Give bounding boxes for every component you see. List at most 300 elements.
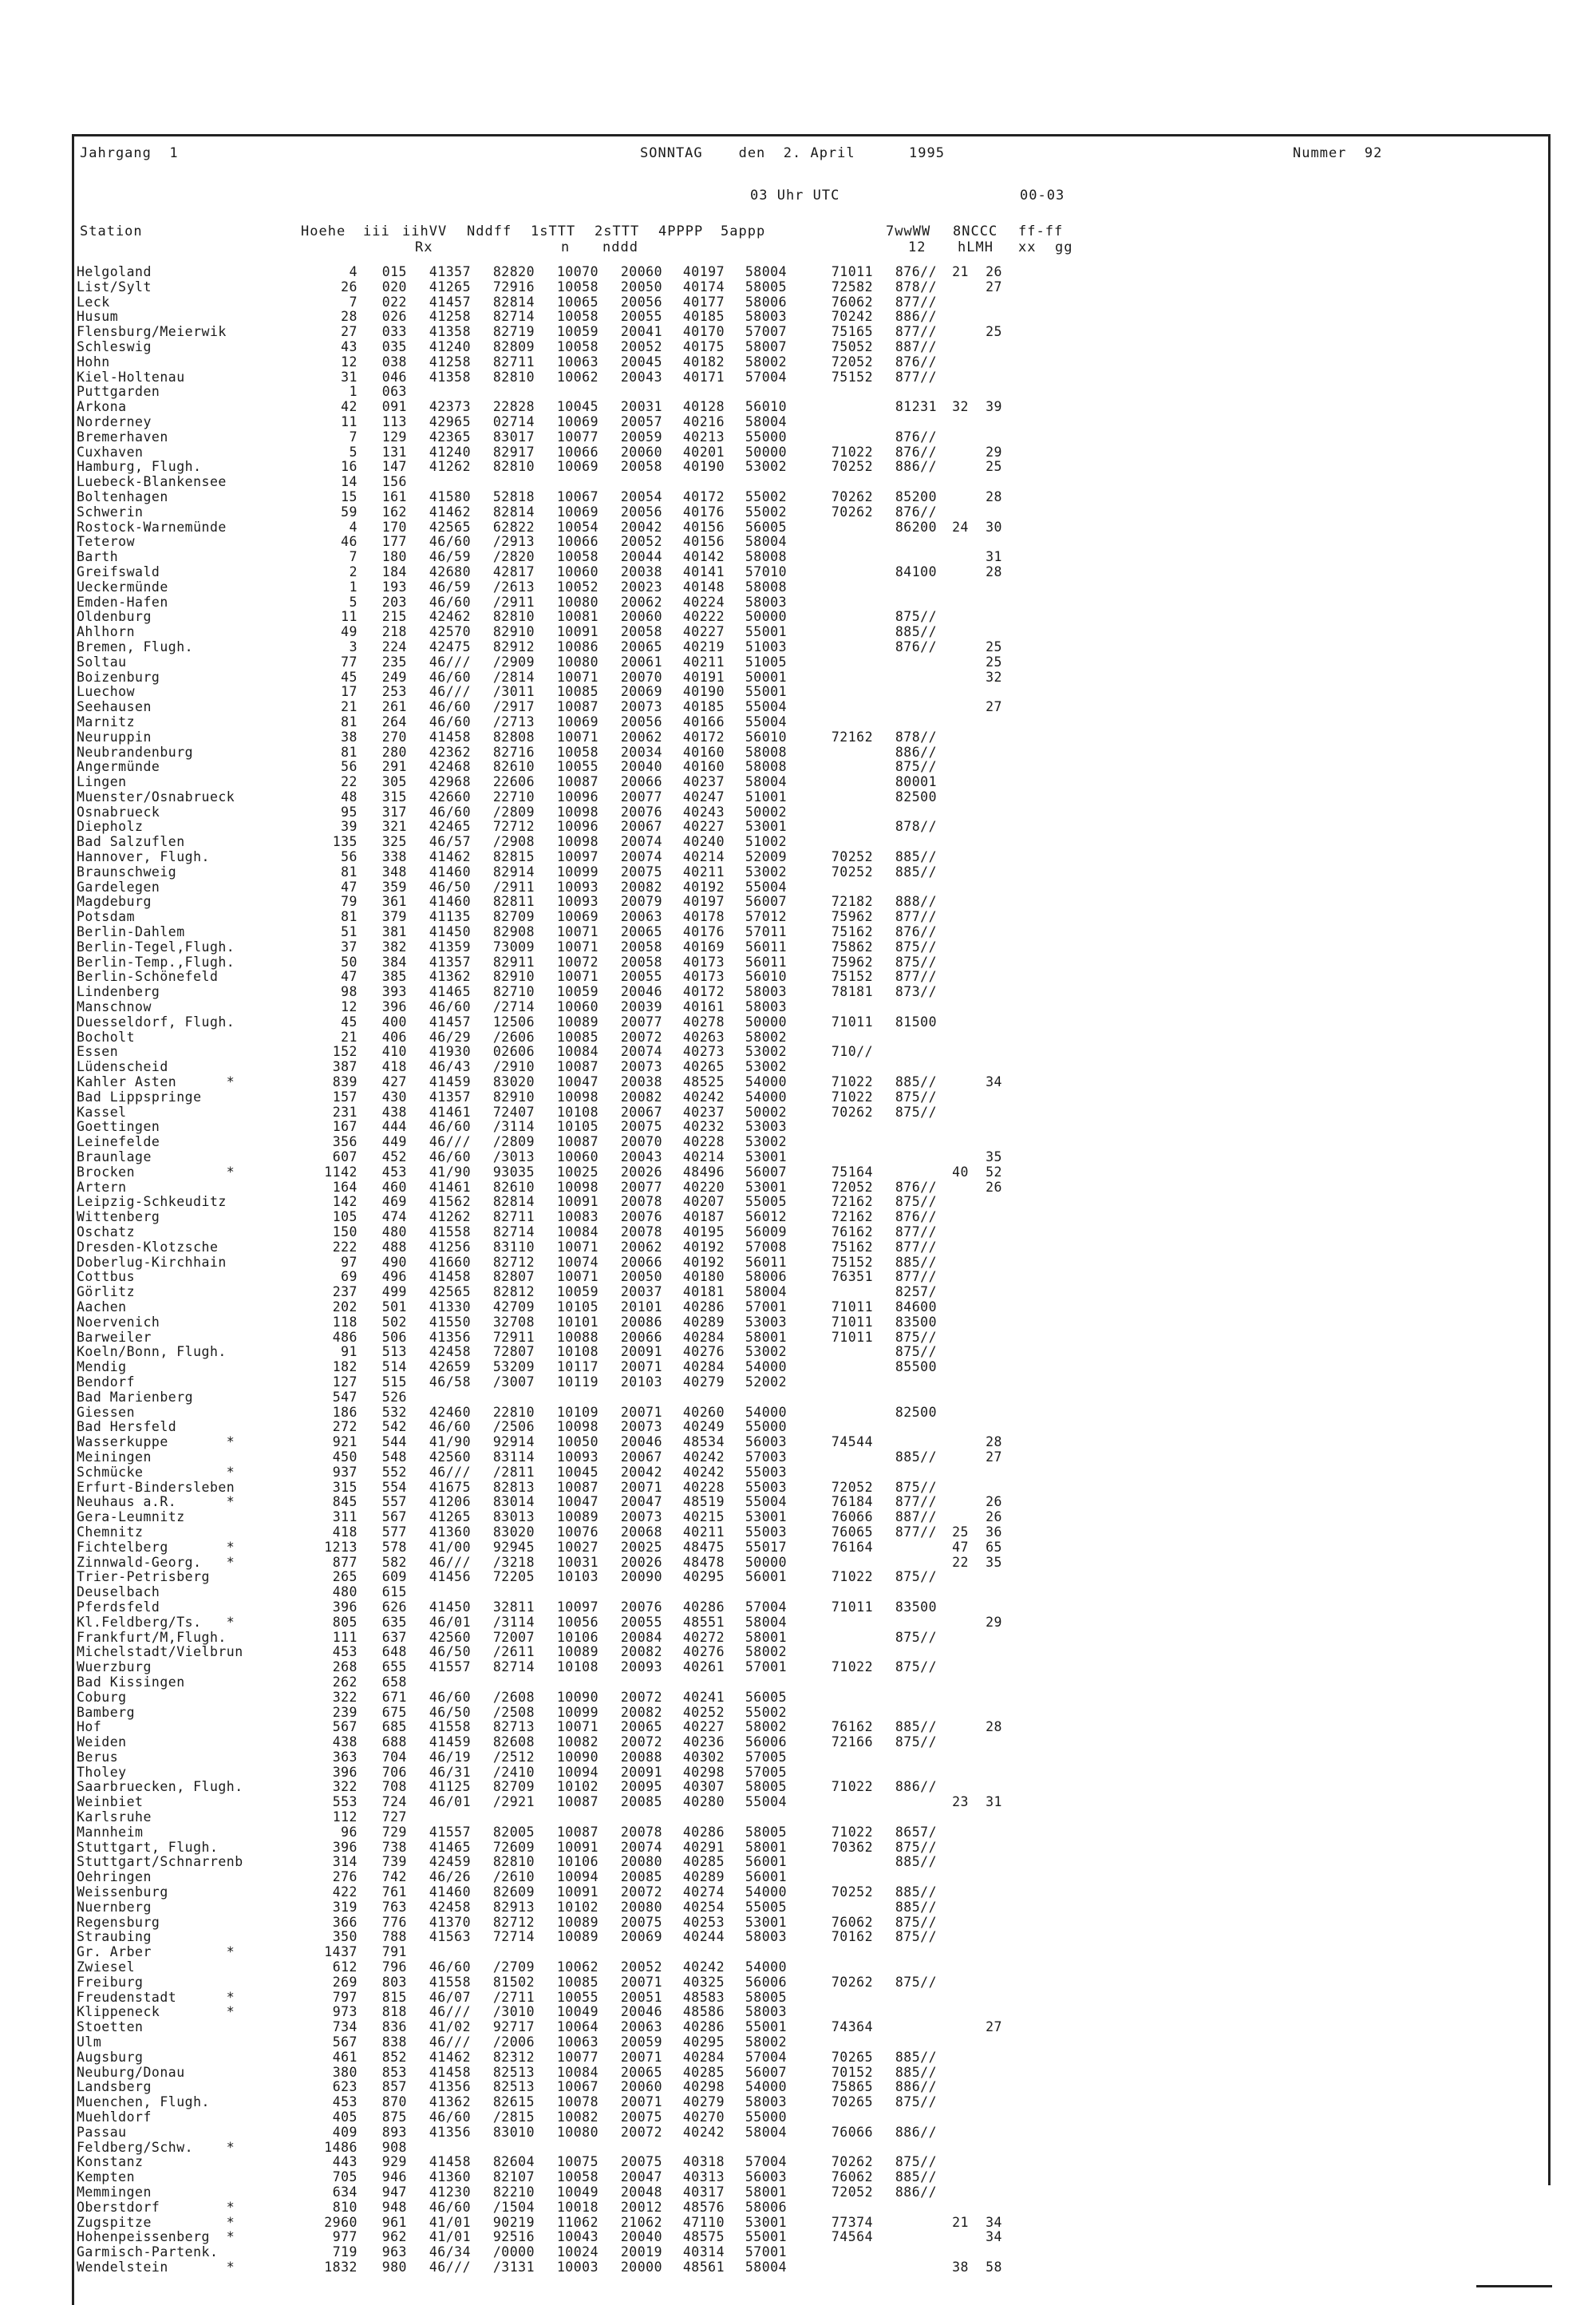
- station-name: Hohn: [77, 354, 110, 370]
- gust-xx-value: [937, 1270, 969, 1285]
- tendency-value: 57001: [745, 1299, 787, 1315]
- iihvv-value: 41357: [429, 1089, 471, 1105]
- pressure-value: 40237: [682, 774, 725, 790]
- cloud-value: 885//: [895, 2049, 937, 2065]
- tendency-value: 51002: [745, 834, 787, 850]
- nddff-value: 82716: [492, 744, 535, 760]
- gust-xx-value: 32: [952, 399, 969, 415]
- gust-gg-value: [969, 2050, 1002, 2066]
- gust-gg-value: [969, 1345, 1002, 1360]
- station-height: 973: [332, 2004, 358, 2020]
- pressure-value: 40242: [682, 1464, 725, 1480]
- tmax-value: 10087: [556, 774, 598, 790]
- tmax-value: 10060: [556, 999, 598, 1015]
- iihvv-value: 41/01: [429, 2229, 471, 2245]
- weather-value: 76162: [831, 1719, 873, 1735]
- cloud-value: 885//: [895, 849, 937, 865]
- gust-gg-value: 25: [986, 324, 1002, 340]
- nddff-value: 73009: [492, 939, 535, 955]
- iihvv-value: 42362: [429, 744, 471, 760]
- weather-value: [787, 1945, 873, 1960]
- gust-xx-value: [937, 1015, 969, 1030]
- table-row: [77, 1165, 1002, 1180]
- dewpoint-value: 20086: [620, 1314, 662, 1330]
- tmax-value: 10069: [556, 909, 598, 925]
- iihvv-value: 46/60: [429, 999, 471, 1015]
- tendency-value: 58005: [745, 279, 787, 295]
- pressure-value: 40172: [682, 488, 725, 504]
- weather-value: [787, 1900, 873, 1916]
- weather-value: [787, 625, 873, 640]
- tmax-value: 10052: [556, 579, 598, 595]
- station-height: 486: [332, 1329, 358, 1345]
- gust-gg-value: [969, 2170, 1002, 2185]
- table-row: [77, 1840, 1002, 1856]
- weather-value: [787, 1631, 873, 1646]
- station-name: Cuxhaven: [77, 444, 144, 460]
- gust-gg-value: [969, 865, 1002, 880]
- weather-value: 71022: [831, 1074, 873, 1090]
- station-id: 348: [381, 864, 407, 880]
- pressure-value: [662, 1390, 725, 1406]
- gust-gg-value: [969, 1030, 1002, 1046]
- dewpoint-value: 20082: [620, 1644, 662, 1660]
- dewpoint-value: 20062: [620, 594, 662, 610]
- cloud-value: 875//: [895, 1839, 937, 1855]
- pressure-value: 40242: [682, 1089, 725, 1105]
- tendency-value: [725, 1675, 787, 1690]
- gust-gg-value: [969, 2005, 1002, 2020]
- table-row: [77, 1870, 1002, 1885]
- table-row: [77, 475, 1002, 490]
- nddff-value: 82820: [492, 264, 535, 279]
- station-height: 567: [332, 1719, 358, 1735]
- gust-gg-value: 26: [986, 264, 1002, 279]
- dewpoint-value: 20078: [620, 1224, 662, 1239]
- station-id: 929: [381, 2154, 407, 2170]
- cloud-value: 886//: [895, 2079, 937, 2095]
- dewpoint-value: 20057: [620, 413, 662, 429]
- gust-xx-value: [937, 1510, 969, 1525]
- dewpoint-value: 20075: [620, 1914, 662, 1930]
- station-name: Zinnwald-Georg. *: [77, 1554, 235, 1570]
- iihvv-value: 42659: [429, 1359, 471, 1375]
- gust-gg-value: 35: [986, 1554, 1002, 1570]
- gust-xx-value: [937, 1240, 969, 1255]
- table-row: [77, 1420, 1002, 1435]
- tendency-value: 53003: [745, 1119, 787, 1135]
- tendency-value: 53003: [745, 1314, 787, 1330]
- iihvv-value: 46///: [429, 2259, 471, 2275]
- tendency-value: 55003: [745, 1464, 787, 1480]
- pressure-value: 48561: [682, 2259, 725, 2275]
- gust-xx-value: [937, 1180, 969, 1196]
- station-name: Landsberg: [77, 2079, 152, 2095]
- pressure-value: 40302: [682, 1749, 725, 1765]
- station-id: 393: [381, 984, 407, 1000]
- iihvv-value: 46/60: [429, 1689, 471, 1705]
- dewpoint-value: 20037: [620, 1284, 662, 1300]
- station-height: 719: [332, 2244, 358, 2260]
- station-id: 776: [381, 1914, 407, 1930]
- gust-gg-value: [969, 340, 1002, 355]
- weather-value: [787, 775, 873, 790]
- tendency-value: 56007: [745, 1164, 787, 1180]
- station-name: Neuruppin: [77, 729, 152, 745]
- tendency-value: 58002: [745, 1644, 787, 1660]
- dewpoint-value: [598, 1390, 662, 1406]
- tmax-value: 10080: [556, 2124, 598, 2140]
- gust-xx-value: 38: [952, 2259, 969, 2275]
- weather-value: 71011: [831, 1329, 873, 1345]
- tmax-value: 10082: [556, 2109, 598, 2125]
- gust-gg-value: [969, 625, 1002, 640]
- weather-value: 76162: [831, 1224, 873, 1239]
- iihvv-value: 41457: [429, 1014, 471, 1030]
- iihvv-value: 41462: [429, 2049, 471, 2065]
- cloud-value: 885//: [895, 2169, 937, 2185]
- dewpoint-value: 20071: [620, 1359, 662, 1375]
- gust-gg-value: 32: [986, 669, 1002, 685]
- weather-value: [787, 685, 873, 700]
- nddff-value: 42709: [492, 1299, 535, 1315]
- dewpoint-value: 20069: [620, 1929, 662, 1945]
- pressure-value: 40172: [682, 984, 725, 1000]
- station-height: 480: [332, 1584, 358, 1600]
- station-id: 908: [381, 2139, 407, 2155]
- table-row: [77, 520, 1002, 536]
- pressure-value: 40314: [682, 2244, 725, 2260]
- pressure-value: 40249: [682, 1419, 725, 1435]
- station-height: 231: [332, 1104, 358, 1120]
- weather-value: 70252: [831, 1884, 873, 1900]
- col-nddff: Nddff: [467, 223, 512, 239]
- table-row: [77, 355, 1002, 370]
- station-id: 410: [381, 1044, 407, 1060]
- cloud-value: [873, 1870, 937, 1885]
- station-height: 26: [341, 279, 358, 295]
- gust-xx-value: [937, 1105, 969, 1121]
- iihvv-value: 46///: [429, 1464, 471, 1480]
- table-row: [77, 1525, 1002, 1540]
- gust-xx-value: [937, 2245, 969, 2260]
- gust-gg-value: [969, 715, 1002, 730]
- table-row: [77, 1450, 1002, 1465]
- station-name: Tholey: [77, 1764, 127, 1780]
- iihvv-value: 41362: [429, 2094, 471, 2110]
- tendency-value: 55003: [745, 1479, 787, 1495]
- weather-value: 75152: [831, 969, 873, 985]
- dewpoint-value: 20060: [620, 2079, 662, 2095]
- dewpoint-value: 20068: [620, 1524, 662, 1540]
- table-row: [77, 310, 1002, 325]
- tmax-value: 10097: [556, 849, 598, 865]
- nddff-value: 82312: [492, 2049, 535, 2065]
- pressure-value: 40263: [682, 1029, 725, 1045]
- station-id: 325: [381, 834, 407, 850]
- table-row: [77, 1615, 1002, 1631]
- iihvv-value: 41359: [429, 939, 471, 955]
- table-row: [77, 2200, 1002, 2216]
- station-height: 269: [332, 1974, 358, 1990]
- station-height: 39: [341, 819, 358, 835]
- tendency-value: 54000: [745, 2079, 787, 2095]
- iihvv-value: 46/29: [429, 1029, 471, 1045]
- iihvv-value: 41125: [429, 1779, 471, 1795]
- station-height: 7: [349, 549, 358, 565]
- nddff-value: 82917: [492, 444, 535, 460]
- station-height: 152: [332, 1044, 358, 1060]
- nddff-value: 82713: [492, 1719, 535, 1735]
- table-row: [77, 1465, 1002, 1481]
- tendency-value: 55001: [745, 2019, 787, 2035]
- tendency-value: 53002: [745, 459, 787, 475]
- tmax-value: 10085: [556, 684, 598, 700]
- dewpoint-value: [598, 475, 662, 490]
- station-name: Kl.Feldberg/Ts. *: [77, 1614, 235, 1630]
- tmax-value: 10047: [556, 1494, 598, 1510]
- pressure-value: 40160: [682, 744, 725, 760]
- nddff-value: /2610: [492, 1869, 535, 1885]
- station-id: 557: [381, 1494, 407, 1510]
- station-id: 469: [381, 1194, 407, 1210]
- table-row: [77, 1930, 1002, 1945]
- iihvv-value: 46/26: [429, 1869, 471, 1885]
- station-name: Saarbruecken, Flugh.: [77, 1779, 243, 1795]
- station-name: Garmisch-Partenk.: [77, 2244, 219, 2260]
- table-row: [77, 880, 1002, 896]
- pressure-value: 48475: [682, 1539, 725, 1555]
- tendency-value: 58007: [745, 338, 787, 354]
- station-height: 56: [341, 849, 358, 865]
- cloud-value: 875//: [895, 1929, 937, 1945]
- station-name: Passau: [77, 2124, 127, 2140]
- iihvv-value: 46/60: [429, 699, 471, 715]
- gust-xx-value: [937, 775, 969, 790]
- iihvv-value: [407, 1390, 471, 1406]
- weather-value: 75052: [831, 338, 873, 354]
- iihvv-value: 41357: [429, 954, 471, 970]
- gust-gg-value: [969, 775, 1002, 790]
- iihvv-value: 41461: [429, 1104, 471, 1120]
- station-id: 361: [381, 894, 407, 910]
- cloud-value: [873, 1045, 937, 1060]
- iihvv-value: 41360: [429, 1524, 471, 1540]
- cloud-value: 8657/: [895, 1824, 937, 1840]
- weather-value: [787, 565, 873, 580]
- dewpoint-value: 20044: [620, 549, 662, 565]
- station-name: Karlsruhe: [77, 1809, 152, 1825]
- tmax-value: 10058: [556, 2169, 598, 2185]
- gust-xx-value: [937, 1840, 969, 1856]
- station-id: 406: [381, 1029, 407, 1045]
- tmax-value: 10080: [556, 594, 598, 610]
- station-id: 177: [381, 534, 407, 550]
- station-id: 261: [381, 699, 407, 715]
- pressure-value: 40291: [682, 1839, 725, 1855]
- iihvv-value: 41356: [429, 1329, 471, 1345]
- station-id: 453: [381, 1164, 407, 1180]
- nddff-value: 82913: [492, 1899, 535, 1915]
- pressure-value: 48478: [682, 1554, 725, 1570]
- cloud-value: [873, 2200, 937, 2216]
- iihvv-value: 46/60: [429, 804, 471, 820]
- tendency-value: 58001: [745, 1329, 787, 1345]
- tmax-value: 10067: [556, 488, 598, 504]
- iihvv-value: 46/50: [429, 879, 471, 895]
- nddff-value: [471, 385, 535, 400]
- gust-gg-value: [969, 1270, 1002, 1285]
- pressure-value: 40190: [682, 459, 725, 475]
- dewpoint-value: 20038: [620, 1074, 662, 1090]
- weather-value: [787, 2035, 873, 2050]
- gust-xx-value: [937, 2155, 969, 2170]
- cloud-value: 877//: [895, 1224, 937, 1239]
- gust-xx-value: [937, 1900, 969, 1916]
- iihvv-value: 41265: [429, 279, 471, 295]
- gust-xx-value: [937, 760, 969, 775]
- tendency-value: 54000: [745, 1089, 787, 1105]
- tendency-value: 51003: [745, 639, 787, 654]
- station-height: 11: [341, 413, 358, 429]
- iihvv-value: 42373: [429, 399, 471, 415]
- tendency-value: 55000: [745, 1419, 787, 1435]
- iihvv-value: 46/60: [429, 1149, 471, 1165]
- tmax-value: 10103: [556, 1569, 598, 1585]
- gust-xx-value: [937, 1615, 969, 1631]
- pressure-value: 40215: [682, 1509, 725, 1525]
- tmax-value: 10027: [556, 1539, 598, 1555]
- nddff-value: /3131: [492, 2259, 535, 2275]
- tmax-value: [535, 475, 598, 490]
- dewpoint-value: 20056: [620, 714, 662, 729]
- tmax-value: 10058: [556, 549, 598, 565]
- gust-gg-value: [969, 1885, 1002, 1900]
- table-row: [77, 1285, 1002, 1300]
- station-name: Norderney: [77, 413, 152, 429]
- gust-xx-value: [937, 1631, 969, 1646]
- pressure-value: [662, 1810, 725, 1825]
- iihvv-value: 46/59: [429, 549, 471, 565]
- nddff-value: /3013: [492, 1149, 535, 1165]
- gust-gg-value: [969, 1060, 1002, 1075]
- station-name: Pferdsfeld: [77, 1599, 160, 1615]
- gust-xx-value: [937, 1720, 969, 1735]
- dewpoint-value: 20070: [620, 669, 662, 685]
- gust-xx-value: [937, 430, 969, 445]
- gust-xx-value: 21: [952, 264, 969, 279]
- tmax-value: 10089: [556, 1509, 598, 1525]
- gust-xx-value: [937, 1225, 969, 1240]
- cloud-value: [873, 1675, 937, 1690]
- station-id: 338: [381, 849, 407, 865]
- nddff-value: [471, 2141, 535, 2156]
- pressure-value: 40211: [682, 864, 725, 880]
- table-row: [77, 1855, 1002, 1870]
- pressure-value: 40232: [682, 1119, 725, 1135]
- table-row: [77, 340, 1002, 355]
- nddff-value: 83020: [492, 1524, 535, 1540]
- tendency-value: [725, 475, 787, 490]
- tendency-value: 56005: [745, 519, 787, 535]
- nddff-value: 81502: [492, 1974, 535, 1990]
- station-name: Mannheim: [77, 1824, 144, 1840]
- tendency-value: 58004: [745, 1614, 787, 1630]
- station-id: 796: [381, 1959, 407, 1975]
- weather-value: 70362: [831, 1839, 873, 1855]
- iihvv-value: 41356: [429, 2079, 471, 2095]
- gust-xx-value: [937, 1135, 969, 1150]
- station-name: Leck: [77, 294, 110, 310]
- station-height: 350: [332, 1929, 358, 1945]
- tmax-value: 10098: [556, 1419, 598, 1435]
- table-row: [77, 2005, 1002, 2020]
- gust-gg-value: [969, 1210, 1002, 1225]
- weather-value: 71011: [831, 1599, 873, 1615]
- table-row: [77, 1255, 1002, 1271]
- gust-xx-value: [937, 2066, 969, 2081]
- dewpoint-value: 20077: [620, 789, 662, 805]
- iihvv-value: 41465: [429, 1839, 471, 1855]
- tmax-value: 10069: [556, 459, 598, 475]
- tmax-value: 10074: [556, 1254, 598, 1270]
- tendency-value: 57004: [745, 1599, 787, 1615]
- table-row: [77, 1885, 1002, 1900]
- tendency-value: 57001: [745, 1659, 787, 1675]
- table-row: [77, 610, 1002, 625]
- table-row: [77, 2035, 1002, 2050]
- nddff-value: 02714: [492, 413, 535, 429]
- dewpoint-value: 20082: [620, 1704, 662, 1720]
- weather-value: 75165: [831, 324, 873, 340]
- pressure-value: 40178: [682, 909, 725, 925]
- tendency-value: 58001: [745, 1839, 787, 1855]
- nddff-value: /2921: [492, 1794, 535, 1810]
- station-name: Kiel-Holtenau: [77, 369, 185, 385]
- gust-gg-value: [969, 985, 1002, 1000]
- table-row: [77, 850, 1002, 865]
- iihvv-value: 46/19: [429, 1749, 471, 1765]
- tendency-value: 50000: [745, 609, 787, 625]
- cloud-value: 875//: [895, 939, 937, 955]
- station-name: Potsdam: [77, 909, 136, 925]
- tmax-value: 10071: [556, 939, 598, 955]
- iihvv-value: 41557: [429, 1659, 471, 1675]
- nddff-value: 82908: [492, 924, 535, 940]
- iihvv-value: 46/59: [429, 579, 471, 595]
- tmax-value: [535, 1585, 598, 1600]
- station-height: 47: [341, 879, 358, 895]
- station-height: 877: [332, 1554, 358, 1570]
- nddff-value: 53209: [492, 1359, 535, 1375]
- gust-xx-value: 24: [952, 519, 969, 535]
- station-id: 609: [381, 1569, 407, 1585]
- station-name: Konstanz: [77, 2154, 144, 2170]
- station-id: 708: [381, 1779, 407, 1795]
- station-height: 48: [341, 789, 358, 805]
- station-height: 46: [341, 534, 358, 550]
- dewpoint-value: 20043: [620, 1149, 662, 1165]
- iihvv-value: 41362: [429, 969, 471, 985]
- dewpoint-value: 20012: [620, 2199, 662, 2215]
- gust-xx-value: [937, 1706, 969, 1721]
- station-height: 43: [341, 338, 358, 354]
- tmax-value: 10102: [556, 1899, 598, 1915]
- weather-value: [787, 640, 873, 655]
- weather-value: 75962: [831, 954, 873, 970]
- station-height: 443: [332, 2154, 358, 2170]
- weather-value: 74564: [831, 2229, 873, 2245]
